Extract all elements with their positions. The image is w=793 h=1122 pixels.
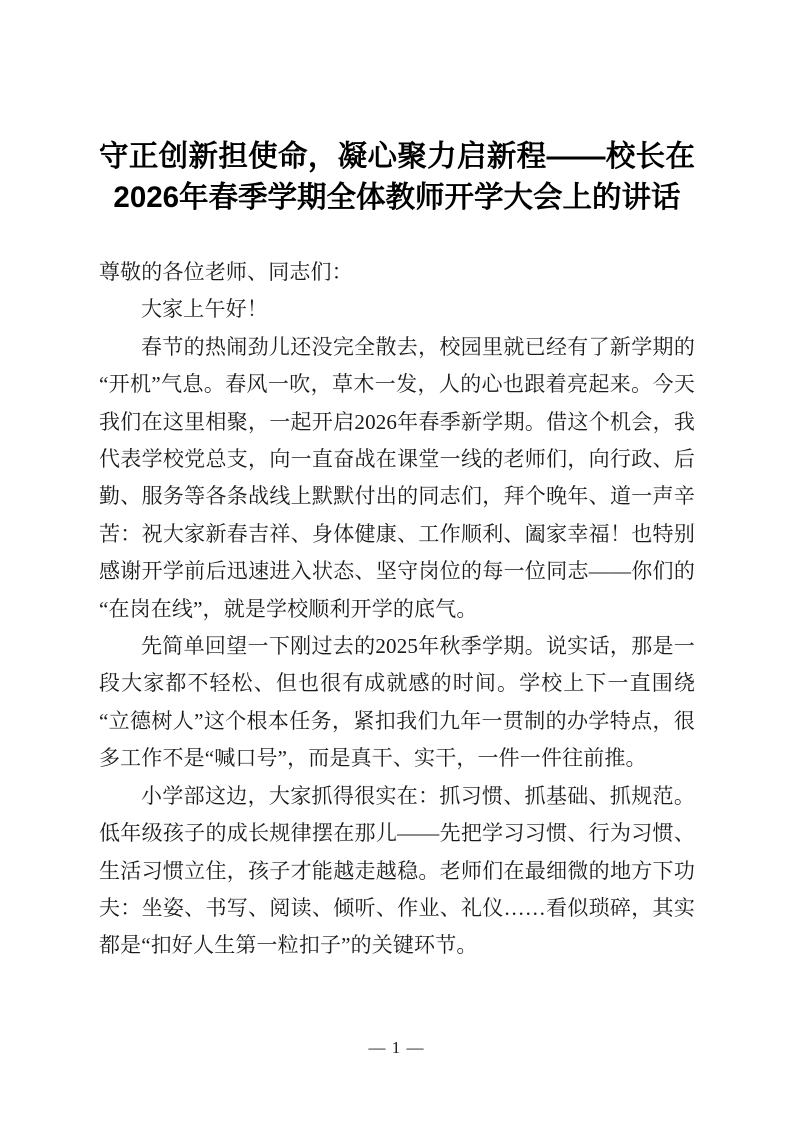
paragraph-primary-section: 小学部这边，大家抓得很实在：抓习惯、抓基础、抓规范。低年级孩子的成长规律摆在那儿——先把学习习惯、行为习惯、生活习惯立住，孩子才能越走越稳。老师们在最细微的地方下功夫：坐姿、书写、阅读、倾听、作业、礼仪……看似琐碎，其实都是“扣好人生第一粒扣子”的关键环节。	[99, 783, 695, 958]
paragraph-greeting: 大家上午好！	[141, 297, 268, 322]
paragraph-salutation: 尊敬的各位老师、同志们：	[99, 260, 353, 284]
page-content-area	[99, 136, 695, 965]
paragraph-review-last-term: 先简单回望一下刚过去的2025年秋季学期。说实话，那是一段大家都不轻松、但也很有成就感的时间。学校上下一直围绕“立德树人”这个根本任务，紧扣我们九年一贯制的办学特点，很多工作不是“喊口号”，而是真干、实干，一件一件往前推。	[99, 634, 695, 771]
document-body	[99, 254, 695, 965]
paragraph-opening-remarks: 春节的热闹劲儿还没完全散去，校园里就已经有了新学期的“开机”气息。春风一吹，草木一发，人的心也跟着亮起来。今天我们在这里相聚，一起开启2026年春季新学期。借这个机会，我代表学校党总支，向一直奋战在课堂一线的老师们，向行政、后勤、服务等各条战线上默默付出的同志们，拜个晚年、道一声辛苦：祝大家新春吉祥、身体健康、工作顺利、阖家幸福！也特别感谢开学前后迅速进入状态、坚守岗位的每一位同志——你们的“在岗在线”，就是学校顺利开学的底气。	[99, 334, 695, 621]
page-number-footer: — 1 —	[368, 1038, 425, 1057]
page-title: 守正创新担使命，凝心聚力启新程——校长在2026年春季学期全体教师开学大会上的讲话	[99, 140, 695, 214]
